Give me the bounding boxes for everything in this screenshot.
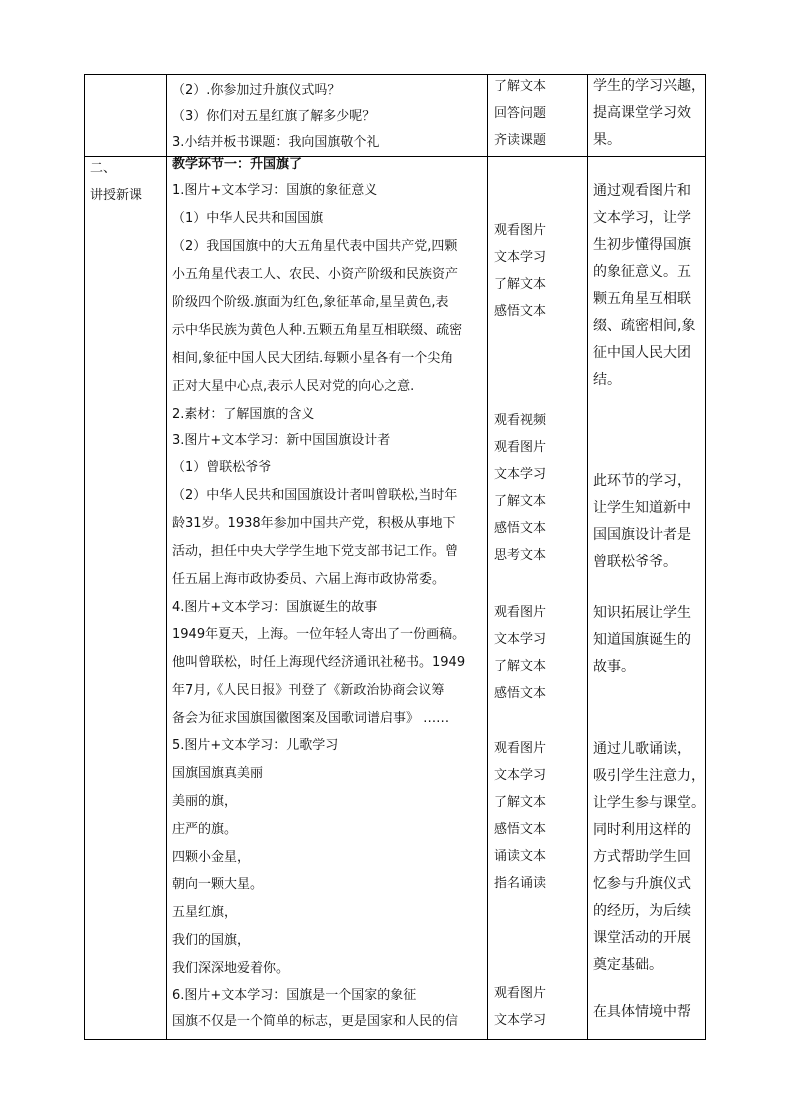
activity-cell bbox=[494, 156, 584, 1036]
row1-content-cell bbox=[172, 74, 484, 156]
activity-line: 了解文本 bbox=[494, 659, 547, 674]
activity-line: 感悟文本 bbox=[494, 521, 547, 536]
row1-activity-line: 回答问题 bbox=[494, 106, 547, 121]
content-line: 年7月,《人民日报》刊登了《新政治协商会议筹 bbox=[172, 683, 445, 698]
content-line: （1）曾联松爷爷 bbox=[172, 460, 272, 475]
purpose-line: 方式帮助学生回 bbox=[593, 849, 691, 865]
content-line: 四颗小金星， bbox=[172, 850, 251, 865]
activity-line: 观看图片 bbox=[494, 223, 547, 238]
activity-line: 观看图片 bbox=[494, 605, 547, 620]
row1-activity-cell bbox=[494, 74, 584, 156]
section-title: 讲授新课 bbox=[90, 188, 143, 203]
activity-line: 观看图片 bbox=[494, 986, 547, 1001]
row1-activity-line: 了解文本 bbox=[494, 79, 547, 94]
activity-line: 文本学习 bbox=[494, 467, 547, 482]
content-line: 庄严的旗。 bbox=[172, 822, 238, 837]
row1-purpose-line: 学生的学习兴趣， bbox=[593, 78, 705, 94]
purpose-line: 知识拓展让学生 bbox=[593, 605, 691, 621]
content-line: 3.图片+文本学习：新中国国旗设计者 bbox=[172, 433, 391, 448]
content-line: 2.素材：了解国旗的含义 bbox=[172, 407, 315, 422]
activity-line: 文本学习 bbox=[494, 250, 547, 265]
purpose-line: 吸引学生注意力， bbox=[593, 768, 705, 784]
content-line: 国旗国旗真美丽 bbox=[172, 766, 264, 781]
activity-line: 文本学习 bbox=[494, 1013, 547, 1028]
purpose-line: 故事。 bbox=[593, 659, 635, 675]
purpose-line: 通过儿歌诵读， bbox=[593, 741, 691, 757]
section-number: 二、 bbox=[90, 161, 117, 176]
activity-line: 诵读文本 bbox=[494, 849, 547, 864]
purpose-line: 征中国人民大团 bbox=[593, 345, 691, 361]
purpose-line: 通过观看图片和 bbox=[593, 183, 691, 199]
purpose-line: 奠定基础。 bbox=[593, 957, 663, 973]
lesson-plan-table bbox=[84, 74, 706, 1040]
purpose-line: 结。 bbox=[593, 372, 621, 388]
content-line: 相间,象征中国人民大团结.每颗小星各有一个尖角 bbox=[172, 351, 454, 366]
section-label-cell bbox=[90, 156, 164, 1036]
purpose-line: 的经历，为后续 bbox=[593, 903, 691, 919]
content-line: 我们的国旗， bbox=[172, 933, 251, 948]
table-border-left bbox=[84, 74, 85, 1040]
row1-purpose-cell bbox=[593, 74, 703, 156]
content-line: 任五届上海市政协委员、六届上海市政协常委。 bbox=[172, 572, 446, 587]
content-line: 4.图片+文本学习：国旗诞生的故事 bbox=[172, 600, 378, 615]
content-line: 小五角星代表工人、农民、小资产阶级和民族资产 bbox=[172, 267, 459, 282]
row1-content-line: 3.小结并板书课题：我向国旗敬个礼 bbox=[172, 135, 380, 150]
purpose-line: 生初步懂得国旗 bbox=[593, 237, 691, 253]
activity-line: 观看图片 bbox=[494, 741, 547, 756]
content-line: 他叫曾联松，时任上海现代经济通讯社秘书。1949 bbox=[172, 655, 466, 670]
purpose-line: 缀、疏密相间,象 bbox=[593, 318, 696, 334]
content-line: 备会为征求国旗国徽图案及国歌词谱启事》 …… bbox=[172, 711, 450, 726]
activity-line: 感悟文本 bbox=[494, 822, 547, 837]
row1-content-line: （3）你们对五星红旗了解多少呢？ bbox=[172, 109, 376, 124]
teaching-step-heading: 教学环节一：升国旗了 bbox=[172, 157, 303, 172]
content-line: 阶级四个阶级.旗面为红色,象征革命,星呈黄色,表 bbox=[172, 295, 449, 310]
row1-purpose-line: 果。 bbox=[593, 132, 621, 148]
activity-line: 感悟文本 bbox=[494, 686, 547, 701]
purpose-line: 国国旗设计者是 bbox=[593, 527, 691, 543]
purpose-line: 文本学习，让学 bbox=[593, 210, 691, 226]
content-line: （1）中华人民共和国国旗 bbox=[172, 211, 324, 226]
content-line: 活动，担任中央大学学生地下党支部书记工作。曾 bbox=[172, 544, 459, 559]
content-line: 1.图片+文本学习：国旗的象征意义 bbox=[172, 183, 378, 198]
content-line: 正对大星中心点,表示人民对党的向心之意. bbox=[172, 379, 415, 394]
content-line: 示中华民族为黄色人种.五颗五角星互相联缀、疏密 bbox=[172, 323, 463, 338]
purpose-line: 知道国旗诞生的 bbox=[593, 632, 691, 648]
content-line: 5.图片+文本学习：儿歌学习 bbox=[172, 738, 339, 753]
table-border-bottom bbox=[84, 1039, 706, 1040]
row1-purpose-line: 提高课堂学习效 bbox=[593, 105, 691, 121]
content-line: 五星红旗， bbox=[172, 905, 238, 920]
activity-line: 了解文本 bbox=[494, 277, 547, 292]
purpose-cell bbox=[593, 156, 703, 1036]
content-line: 朝向一颗大星。 bbox=[172, 877, 264, 892]
purpose-line: 忆参与升旗仪式 bbox=[593, 876, 691, 892]
activity-line: 思考文本 bbox=[494, 548, 547, 563]
row1-content-line: （2）.你参加过升旗仪式吗？ bbox=[172, 83, 341, 98]
table-border-right bbox=[705, 74, 706, 1040]
row1-activity-line: 齐读课题 bbox=[494, 133, 547, 148]
column-divider-3 bbox=[587, 74, 588, 1040]
content-line: 国旗不仅是一个简单的标志，更是国家和人民的信 bbox=[172, 1014, 459, 1029]
purpose-line: 曾联松爷爷。 bbox=[593, 554, 677, 570]
purpose-line: 的象征意义。五 bbox=[593, 264, 691, 280]
purpose-line: 让学生参与课堂。 bbox=[593, 795, 705, 811]
content-line: （2）我国国旗中的大五角星代表中国共产党,四颗 bbox=[172, 239, 458, 254]
purpose-line: 同时利用这样的 bbox=[593, 822, 691, 838]
purpose-line: 此环节的学习， bbox=[593, 473, 691, 489]
content-line: 龄31岁。1938年参加中国共产党，积极从事地下 bbox=[172, 516, 456, 531]
column-divider-2 bbox=[487, 74, 488, 1040]
content-line: 1949年夏天，上海。一位年轻人寄出了一份画稿。 bbox=[172, 627, 466, 642]
purpose-line: 让学生知道新中 bbox=[593, 500, 691, 516]
content-line: 我们深深地爱着你。 bbox=[172, 961, 290, 976]
activity-line: 观看图片 bbox=[494, 440, 547, 455]
content-line: （2）中华人民共和国国旗设计者叫曾联松,当时年 bbox=[172, 488, 458, 503]
purpose-line: 课堂活动的开展 bbox=[593, 930, 691, 946]
activity-line: 指名诵读 bbox=[494, 876, 547, 891]
purpose-line: 颗五角星互相联 bbox=[593, 291, 691, 307]
purpose-line: 在具体情境中帮 bbox=[593, 1004, 691, 1020]
main-content-cell bbox=[172, 156, 484, 1036]
content-line: 6.图片+文本学习：国旗是一个国家的象征 bbox=[172, 988, 417, 1003]
column-divider-1 bbox=[166, 74, 167, 1040]
activity-line: 了解文本 bbox=[494, 494, 547, 509]
activity-line: 观看视频 bbox=[494, 413, 547, 428]
activity-line: 文本学习 bbox=[494, 768, 547, 783]
content-line: 美丽的旗， bbox=[172, 794, 238, 809]
activity-line: 文本学习 bbox=[494, 632, 547, 647]
activity-line: 感悟文本 bbox=[494, 304, 547, 319]
activity-line: 了解文本 bbox=[494, 795, 547, 810]
